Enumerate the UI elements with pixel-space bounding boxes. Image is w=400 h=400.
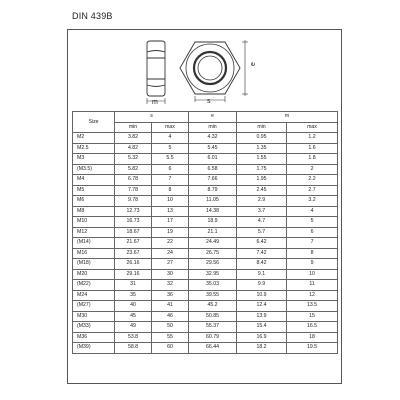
cell-size: M16 xyxy=(73,248,115,259)
cell-s-max: 50 xyxy=(152,322,189,333)
cell-s-max: 10 xyxy=(152,196,189,207)
cell-e: 66.44 xyxy=(189,343,237,354)
cell-s-min: 12.73 xyxy=(115,206,152,217)
table-row xyxy=(73,332,338,343)
cell-e: 60.79 xyxy=(189,332,237,343)
cell-m-min: 15.4 xyxy=(237,322,287,333)
cell-m-max: 13.5 xyxy=(287,301,338,312)
cell-size: (M18) xyxy=(73,259,115,270)
cell-s-max: 27 xyxy=(152,259,189,270)
cell-s-min: 40 xyxy=(115,301,152,312)
cell-e: 14.38 xyxy=(189,206,237,217)
cell-m-max: 6 xyxy=(287,227,338,238)
cell-s-min: 35 xyxy=(115,290,152,301)
cell-e: 6.58 xyxy=(189,164,237,175)
cell-m-max: 9 xyxy=(287,259,338,270)
cell-m-max: 1.6 xyxy=(287,143,338,154)
cell-e: 55.37 xyxy=(189,322,237,333)
table-row xyxy=(73,206,338,217)
header-m-max: max xyxy=(287,122,338,133)
cell-s-max: 46 xyxy=(152,311,189,322)
cell-s-max: 19 xyxy=(152,227,189,238)
cell-s-min: 6.78 xyxy=(115,175,152,186)
cell-m-min: 2.45 xyxy=(237,185,287,196)
cell-m-max: 12 xyxy=(287,290,338,301)
cell-s-min: 5.32 xyxy=(115,154,152,165)
header-e-min: min xyxy=(189,122,237,133)
table-row xyxy=(73,175,338,186)
cell-m-max: 3.2 xyxy=(287,196,338,207)
cell-s-max: 4 xyxy=(152,133,189,144)
cell-size: (M3.5) xyxy=(73,164,115,175)
cell-s-max: 17 xyxy=(152,217,189,228)
table-row xyxy=(73,259,338,270)
cell-s-max: 60 xyxy=(152,343,189,354)
cell-m-min: 1.75 xyxy=(237,164,287,175)
dimensions-table xyxy=(72,111,338,354)
cell-m-max: 1.8 xyxy=(287,154,338,165)
table-row xyxy=(73,196,338,207)
cell-m-max: 16.5 xyxy=(287,322,338,333)
cell-m-max: 1.2 xyxy=(287,133,338,144)
cell-m-min: 10.9 xyxy=(237,290,287,301)
cell-e: 11.05 xyxy=(189,196,237,207)
cell-s-min: 4.82 xyxy=(115,143,152,154)
cell-size: (M22) xyxy=(73,280,115,291)
cell-m-min: 5.7 xyxy=(237,227,287,238)
table-row xyxy=(73,154,338,165)
cell-s-min: 26.16 xyxy=(115,259,152,270)
cell-s-min: 16.73 xyxy=(115,217,152,228)
cell-m-min: 6.42 xyxy=(237,238,287,249)
cell-m-min: 0.95 xyxy=(237,133,287,144)
cell-m-max: 18 xyxy=(287,332,338,343)
table-body xyxy=(73,133,338,354)
cell-size: (M33) xyxy=(73,322,115,333)
cell-s-min: 3.82 xyxy=(115,133,152,144)
cell-m-max: 11 xyxy=(287,280,338,291)
cell-m-max: 8 xyxy=(287,248,338,259)
header-m-min: min xyxy=(237,122,287,133)
cell-s-max: 41 xyxy=(152,301,189,312)
cell-e: 32.95 xyxy=(189,269,237,280)
cell-s-max: 5 xyxy=(152,143,189,154)
cell-m-min: 7.42 xyxy=(237,248,287,259)
cell-m-min: 1.35 xyxy=(237,143,287,154)
table-header-row-groups xyxy=(73,112,338,123)
table-row xyxy=(73,311,338,322)
nut-top-view xyxy=(180,40,248,102)
table-row xyxy=(73,217,338,228)
cell-size: M4 xyxy=(73,175,115,186)
cell-size: M3 xyxy=(73,154,115,165)
cell-s-min: 7.78 xyxy=(115,185,152,196)
cell-e: 39.55 xyxy=(189,290,237,301)
cell-s-min: 31 xyxy=(115,280,152,291)
cell-s-max: 7 xyxy=(152,175,189,186)
cell-m-max: 4 xyxy=(287,206,338,217)
cell-s-max: 55 xyxy=(152,332,189,343)
cell-m-min: 1.55 xyxy=(237,154,287,165)
cell-size: M20 xyxy=(73,269,115,280)
table-row xyxy=(73,143,338,154)
cell-e: 8.79 xyxy=(189,185,237,196)
table-row xyxy=(73,164,338,175)
cell-s-min: 45 xyxy=(115,311,152,322)
table-row xyxy=(73,238,338,249)
cell-m-min: 2.9 xyxy=(237,196,287,207)
cell-m-min: 1.95 xyxy=(237,175,287,186)
document-title: DIN 439B xyxy=(72,11,113,21)
cell-s-min: 5.82 xyxy=(115,164,152,175)
cell-m-max: 10 xyxy=(287,269,338,280)
cell-e: 5.45 xyxy=(189,143,237,154)
cell-m-max: 7 xyxy=(287,238,338,249)
cell-size: M5 xyxy=(73,185,115,196)
cell-s-max: 13 xyxy=(152,206,189,217)
table-row xyxy=(73,269,338,280)
cell-s-max: 22 xyxy=(152,238,189,249)
cell-m-max: 15 xyxy=(287,311,338,322)
cell-size: M2.5 xyxy=(73,143,115,154)
cell-m-min: 16.9 xyxy=(237,332,287,343)
cell-s-min: 49 xyxy=(115,322,152,333)
header-s-max: max xyxy=(152,122,189,133)
cell-m-min: 8.42 xyxy=(237,259,287,270)
cell-size: M8 xyxy=(73,206,115,217)
cell-e: 7.66 xyxy=(189,175,237,186)
cell-e: 29.56 xyxy=(189,259,237,270)
cell-e: 4.32 xyxy=(189,133,237,144)
cell-size: M12 xyxy=(73,227,115,238)
cell-m-max: 2 xyxy=(287,164,338,175)
cell-size: (M27) xyxy=(73,301,115,312)
table-row xyxy=(73,227,338,238)
cell-e: 45.2 xyxy=(189,301,237,312)
cell-e: 21.1 xyxy=(189,227,237,238)
cell-size: (M14) xyxy=(73,238,115,249)
cell-s-min: 21.67 xyxy=(115,238,152,249)
dimension-label-e: e xyxy=(250,62,257,66)
dimension-label-m: m xyxy=(152,99,158,106)
cell-s-min: 23.67 xyxy=(115,248,152,259)
cell-s-min: 9.78 xyxy=(115,196,152,207)
cell-e: 26.75 xyxy=(189,248,237,259)
cell-m-min: 12.4 xyxy=(237,301,287,312)
nut-side-view xyxy=(147,41,165,104)
cell-m-max: 2.7 xyxy=(287,185,338,196)
dimensions-table-container xyxy=(72,111,337,354)
table-row xyxy=(73,280,338,291)
cell-size: M30 xyxy=(73,311,115,322)
cell-m-max: 2.2 xyxy=(287,175,338,186)
cell-m-min: 9.1 xyxy=(237,269,287,280)
table-row xyxy=(73,301,338,312)
table-row xyxy=(73,322,338,333)
cell-s-max: 30 xyxy=(152,269,189,280)
cell-s-min: 18.67 xyxy=(115,227,152,238)
table-row xyxy=(73,133,338,144)
cell-size: (M39) xyxy=(73,343,115,354)
header-e: e xyxy=(189,112,237,123)
cell-s-max: 5.5 xyxy=(152,154,189,165)
cell-s-min: 53.8 xyxy=(115,332,152,343)
header-size: Size xyxy=(73,112,115,133)
cell-e: 24.49 xyxy=(189,238,237,249)
cell-m-min: 18.2 xyxy=(237,343,287,354)
cell-s-max: 6 xyxy=(152,164,189,175)
cell-e: 50.85 xyxy=(189,311,237,322)
table-row xyxy=(73,185,338,196)
cell-size: M10 xyxy=(73,217,115,228)
cell-size: M36 xyxy=(73,332,115,343)
header-s-min: min xyxy=(115,122,152,133)
header-m: m xyxy=(237,112,338,123)
cell-s-min: 58.8 xyxy=(115,343,152,354)
cell-s-min: 29.16 xyxy=(115,269,152,280)
cell-m-min: 13.9 xyxy=(237,311,287,322)
cell-s-max: 24 xyxy=(152,248,189,259)
cell-m-min: 9.9 xyxy=(237,280,287,291)
cell-m-min: 3.7 xyxy=(237,206,287,217)
cell-size: M6 xyxy=(73,196,115,207)
cell-m-min: 4.7 xyxy=(237,217,287,228)
cell-size: M24 xyxy=(73,290,115,301)
table-row xyxy=(73,248,338,259)
dimension-label-s: s xyxy=(207,98,211,105)
cell-e: 6.01 xyxy=(189,154,237,165)
cell-s-max: 36 xyxy=(152,290,189,301)
table-row xyxy=(73,290,338,301)
table-row xyxy=(73,343,338,354)
cell-e: 18.9 xyxy=(189,217,237,228)
cell-s-max: 8 xyxy=(152,185,189,196)
cell-m-max: 5 xyxy=(287,217,338,228)
cell-m-max: 19.5 xyxy=(287,343,338,354)
cell-s-max: 32 xyxy=(152,280,189,291)
cell-size: M2 xyxy=(73,133,115,144)
header-s: s xyxy=(115,112,189,123)
cell-e: 35.03 xyxy=(189,280,237,291)
